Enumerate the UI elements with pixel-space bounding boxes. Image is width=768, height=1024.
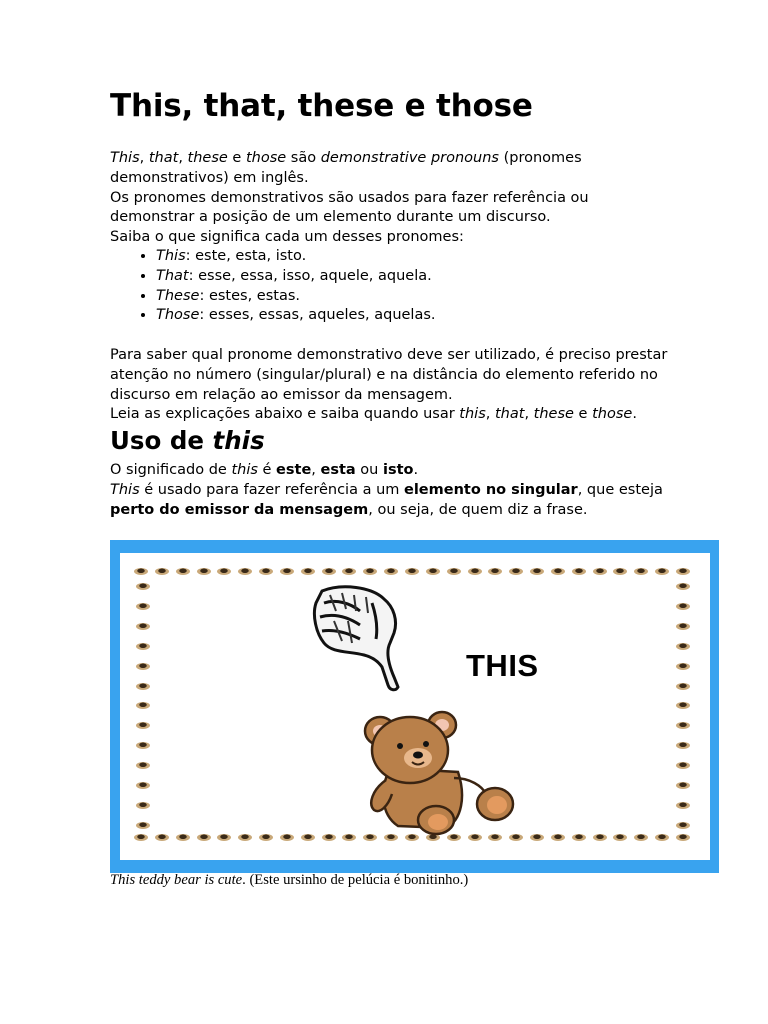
intro-sentence-2: Os pronomes demonstrativos são usados para fazer referência ou demonstrar a posição de um elemento durante um discurso. xyxy=(110,189,589,226)
border-bead xyxy=(176,834,190,841)
text: Leia as explicações abaixo e saiba quando usar xyxy=(110,406,460,423)
border-bead xyxy=(280,568,294,575)
border-bead xyxy=(136,822,150,829)
border-bead xyxy=(676,822,690,829)
text: , xyxy=(139,150,149,166)
border-bead xyxy=(342,568,356,575)
border-bead xyxy=(676,568,690,575)
border-bead xyxy=(676,683,690,690)
border-bead xyxy=(134,834,148,841)
border-bead xyxy=(676,742,690,749)
text: (pronomes demonstrativos) em inglês. xyxy=(110,150,582,186)
list-item xyxy=(156,267,436,287)
text: , xyxy=(178,150,188,166)
term-demonstrative-pronouns: demonstrative pronouns xyxy=(320,150,499,166)
border-bead xyxy=(197,568,211,575)
border-bead xyxy=(155,568,169,575)
border-bead xyxy=(405,568,419,575)
page-title: This, that, these e those xyxy=(110,88,533,124)
text: e xyxy=(573,406,593,423)
text: O significado de xyxy=(110,462,232,478)
pronoun-meaning: : este, esta, isto. xyxy=(185,248,307,264)
border-bead xyxy=(301,834,315,841)
border-bead xyxy=(280,834,294,841)
this-illustration xyxy=(110,540,719,873)
term: This xyxy=(110,481,140,498)
border-bead xyxy=(136,722,150,729)
border-bead xyxy=(572,834,586,841)
pronoun-meaning: : esses, essas, aqueles, aquelas. xyxy=(199,307,436,324)
border-bead xyxy=(593,568,607,575)
text: . xyxy=(632,406,637,423)
pronoun-word: This xyxy=(156,248,186,264)
border-bead xyxy=(136,583,150,590)
border-bead xyxy=(655,834,669,841)
pronoun-word: Those xyxy=(156,307,200,324)
text: , xyxy=(485,406,495,423)
list-item xyxy=(156,287,436,307)
intro-paragraph xyxy=(110,149,670,248)
border-bead xyxy=(676,782,690,789)
caption-text: . (Este ursinho de pelúcia é bonitinho.) xyxy=(242,872,469,888)
text: , que esteja xyxy=(577,481,663,498)
pronoun-word: That xyxy=(156,267,189,284)
bold-term: este xyxy=(276,462,312,478)
border-bead xyxy=(136,702,150,709)
border-bead xyxy=(217,834,231,841)
border-bead xyxy=(613,834,627,841)
image-caption xyxy=(110,872,468,889)
section-heading-uso-de-this xyxy=(110,426,265,455)
pointing-hand-icon xyxy=(302,581,414,693)
bead-border-top xyxy=(134,568,690,578)
term: this xyxy=(231,462,258,478)
border-bead xyxy=(136,603,150,610)
border-bead xyxy=(613,568,627,575)
term: that xyxy=(494,406,525,423)
term: this xyxy=(459,406,486,423)
border-bead xyxy=(676,722,690,729)
border-bead xyxy=(176,568,190,575)
border-bead xyxy=(676,834,690,841)
border-bead xyxy=(155,834,169,841)
text: , xyxy=(524,406,534,423)
border-bead xyxy=(136,782,150,789)
border-bead xyxy=(468,568,482,575)
teddy-bear-icon xyxy=(350,698,520,838)
border-bead xyxy=(136,683,150,690)
text: é usado para fazer referência a um xyxy=(139,481,404,498)
border-bead xyxy=(238,568,252,575)
text: , ou seja, de quem diz a frase. xyxy=(368,501,588,518)
border-bead xyxy=(676,702,690,709)
border-bead xyxy=(426,568,440,575)
border-bead xyxy=(136,762,150,769)
border-bead xyxy=(676,623,690,630)
border-bead xyxy=(676,663,690,670)
border-bead xyxy=(676,583,690,590)
pronoun-meaning: : esse, essa, isso, aquele, aquela. xyxy=(188,267,432,284)
border-bead xyxy=(363,568,377,575)
term: these xyxy=(533,406,574,423)
text: Para saber qual pronome demonstrativo deve ser utilizado, é preciso prestar atenção no número (singular/plural) e na distância do elemento referido no discurso em relação ao emissor da mensagem. xyxy=(110,347,668,403)
border-bead xyxy=(259,834,273,841)
term-those: those xyxy=(245,150,287,166)
border-bead xyxy=(551,834,565,841)
intro-sentence-3: Saiba o que significa cada um desses pronomes: xyxy=(110,229,464,246)
border-bead xyxy=(509,568,523,575)
border-bead xyxy=(530,568,544,575)
list-item xyxy=(156,247,436,267)
caption-italic: This teddy bear is cute xyxy=(110,872,243,888)
text: e xyxy=(227,150,246,166)
border-bead xyxy=(593,834,607,841)
bold-term: esta xyxy=(320,462,356,478)
text: , xyxy=(311,462,321,478)
border-bead xyxy=(259,568,273,575)
bead-border-left xyxy=(136,583,152,829)
term-this: This xyxy=(110,150,140,166)
border-bead xyxy=(322,568,336,575)
text: . xyxy=(413,462,419,478)
border-bead xyxy=(134,568,148,575)
bold-term: perto do emissor da mensagem xyxy=(110,501,369,518)
border-bead xyxy=(136,802,150,809)
border-bead xyxy=(384,568,398,575)
border-bead xyxy=(655,568,669,575)
term-these: these xyxy=(187,150,228,166)
pronoun-list xyxy=(110,247,436,326)
this-explanation-paragraph xyxy=(110,461,670,520)
border-bead xyxy=(634,834,648,841)
this-label: THIS xyxy=(466,648,539,683)
border-bead xyxy=(238,834,252,841)
pronoun-word: These xyxy=(156,287,200,304)
border-bead xyxy=(572,568,586,575)
border-bead xyxy=(136,742,150,749)
text: são xyxy=(286,150,321,166)
border-bead xyxy=(322,834,336,841)
border-bead xyxy=(634,568,648,575)
bold-term: isto xyxy=(382,462,414,478)
illustration-card xyxy=(120,553,710,860)
border-bead xyxy=(197,834,211,841)
border-bead xyxy=(136,663,150,670)
text: ou xyxy=(355,462,383,478)
bold-term: elemento no singular xyxy=(404,481,578,498)
text: é xyxy=(257,462,277,478)
border-bead xyxy=(136,643,150,650)
border-bead xyxy=(301,568,315,575)
term-that: that xyxy=(148,150,179,166)
term: those xyxy=(592,406,633,423)
border-bead xyxy=(676,762,690,769)
border-bead xyxy=(136,623,150,630)
bead-border-right xyxy=(676,583,692,829)
border-bead xyxy=(530,834,544,841)
list-item xyxy=(156,306,436,326)
heading-term: this xyxy=(212,426,265,455)
pronoun-meaning: : estes, estas. xyxy=(199,287,301,304)
border-bead xyxy=(676,603,690,610)
heading-text: Uso de xyxy=(110,426,213,455)
border-bead xyxy=(676,643,690,650)
border-bead xyxy=(447,568,461,575)
border-bead xyxy=(551,568,565,575)
border-bead xyxy=(676,802,690,809)
border-bead xyxy=(488,568,502,575)
border-bead xyxy=(217,568,231,575)
usage-paragraph xyxy=(110,346,670,425)
